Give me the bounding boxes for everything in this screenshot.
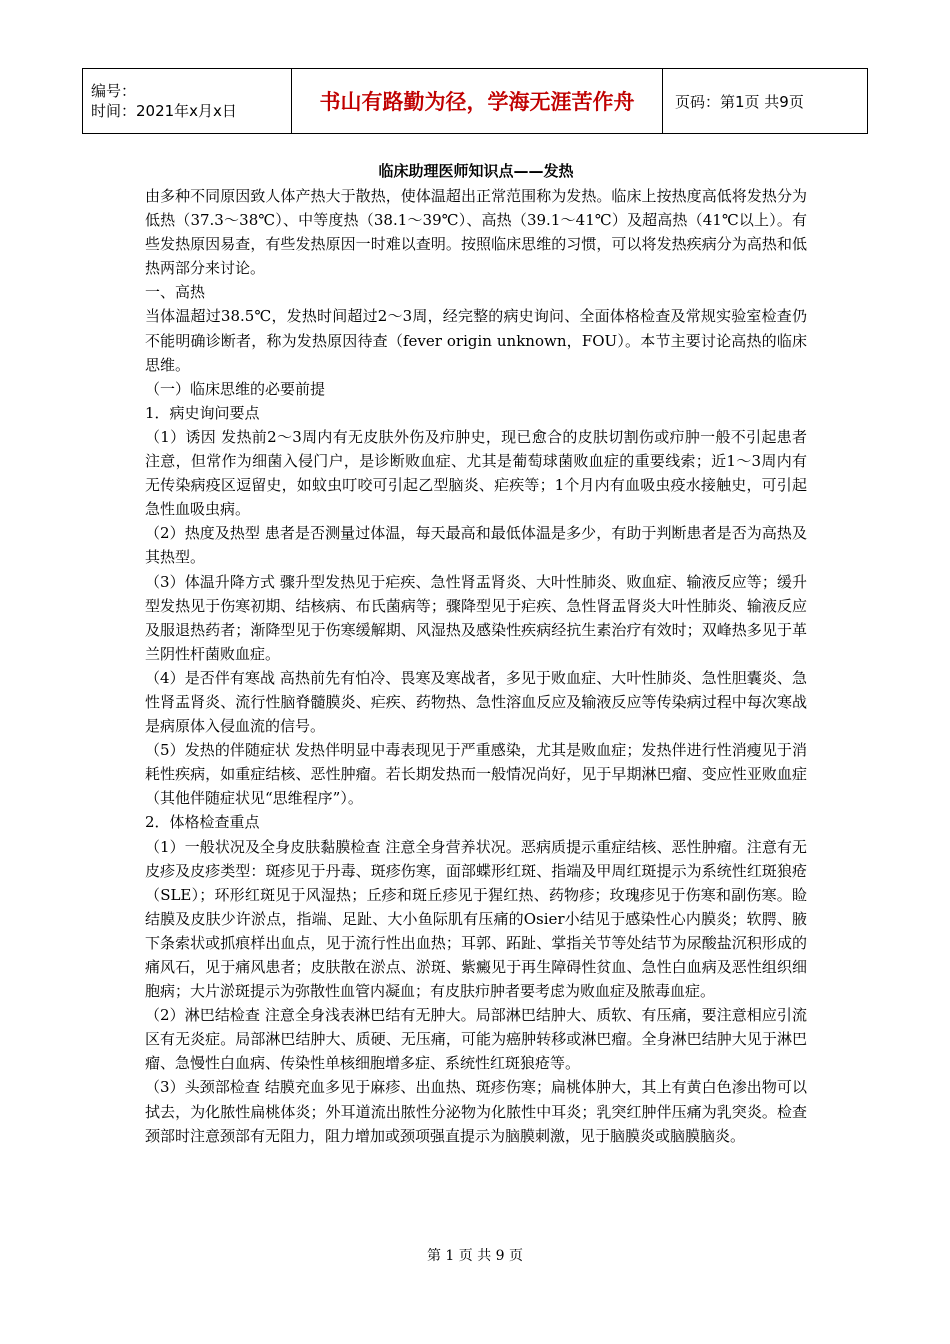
page-footer [0,1245,950,1265]
paragraph: （3）体温升降方式 骤升型发热见于疟疾、急性肾盂肾炎、大叶性肺炎、败血症、输液反应等；缓升型发热见于伤寒初期、结核病、布氏菌病等；骤降型见于疟疾、急性肾盂肾炎大叶性肺炎、输液反应及服退热药者；渐降型见于伤寒缓解期、风湿热及感染性疾病经抗生素治疗有效时；双峰热多见于革兰阴性杆菌败血症。 [145,572,807,663]
page-label: 页码：第1页 共9页 [675,92,804,111]
header-info-cell [83,69,292,134]
footer-page-number: 第 1 页 共 9 页 [426,1248,524,1264]
subsection-heading: 2．体格检查重点 [145,813,260,832]
document-title: 临床助理医师知识点——发热 [378,162,574,180]
time-label: 时间：2021年x月x日 [91,102,237,120]
paragraph: （1）一般状况及全身皮肤黏膜检查 注意全身营养状况。恶病质提示重症结核、恶性肿瘤。注意有无皮疹及皮疹类型：斑疹见于丹毒、斑疹伤寒，面部蝶形红斑、指端及甲周红斑提示为系统性红斑狼疮（SLE）；环形红斑见于风湿热；丘疹和斑丘疹见于猩红热、药物疹；玫瑰疹见于伤寒和副伤寒。睑结膜及皮肤少许淤点，指端、足趾、大小鱼际肌有压痛的Osier小结见于感染性心内膜炎；软腭、腋下条索状或抓痕样出血点，见于流行性出血热；耳郭、跖趾、掌指关节等处结节为尿酸盐沉积形成的痛风石，见于痛风患者；皮肤散在淤点、淤斑、紫癜见于再生障碍性贫血、急性白血病及恶性组织细胞病；大片淤斑提示为弥散性血管内凝血；有皮肤疖肿者要考虑为败血症及脓毒血症。 [145,837,807,1001]
subsection-heading: （一）临床思维的必要前提 [145,379,326,398]
subsection-heading: 1．病史询问要点 [145,403,260,422]
paragraph: （3）头颈部检查 结膜充血多见于麻疹、出血热、斑疹伤寒；扁桃体肿大，其上有黄白色渗出物可以拭去，为化脓性扁桃体炎；外耳道流出脓性分泌物为化脓性中耳炎；乳突红肿伴压痛为乳突炎。检查颈部时注意颈部有无阻力，阻力增加或颈项强直提示为脑膜刺激，见于脑膜炎或脑膜脑炎。 [145,1078,807,1145]
section-heading: 一、高热 [145,283,206,302]
paragraph: （5）发热的伴随症状 发热伴明显中毒表现见于严重感染，尤其是败血症；发热伴进行性消瘦见于消耗性疾病，如重症结核、恶性肿瘤。若长期发热而一般情况尚好，见于早期淋巴瘤、变应性亚败血症（其他伴随症状见“思维程序”）。 [145,741,807,808]
paragraph: （2）淋巴结检查 注意全身浅表淋巴结有无肿大。局部淋巴结肿大、质软、有压痛，要注意相应引流区有无炎症。局部淋巴结肿大、质硬、无压痛，可能为癌肿转移或淋巴瘤。全身淋巴结肿大见于淋巴瘤、急慢性白血病、传染性单核细胞增多症、系统性红斑狼疮等。 [145,1006,807,1073]
paragraph: （1）诱因 发热前2～3周内有无皮肤外伤及疖肿史，现已愈合的皮肤切割伤或疖肿一般不引起患者注意，但常作为细菌入侵门户，是诊断败血症、尤其是葡萄球菌败血症的重要线索；近1～3周内有无传染病疫区逗留史，如蚊虫叮咬可引起乙型脑炎、疟疾等；1个月内有血吸虫疫水接触史，可引起急性血吸虫病。 [145,427,807,519]
motto-cell [292,69,663,134]
paragraph: 由多种不同原因致人体产热大于散热，使体温超出正常范围称为发热。临床上按热度高低将发热分为低热（37.3～38℃）、中等度热（38.1～39℃）、高热（39.1～41℃）及超高热（41℃以上）。有些发热原因易查，有些发热原因一时难以查明。按照临床思维的习惯，可以将发热疾病分为高热和低热两部分来讨论。 [145,187,807,278]
header-table [82,68,868,134]
paragraph: （2）热度及热型 患者是否测量过体温，每天最高和最低体温是多少，有助于判断患者是否为高热及其热型。 [145,524,807,567]
number-label: 编号： [91,82,137,100]
motto-text: 书山有路勤为径，学海无涯苦作舟 [319,90,635,114]
paragraph: 当体温超过38.5℃，发热时间超过2～3周，经完整的病史询问、全面体格检查及常规实验室检查仍不能明确诊断者，称为发热原因待查（fever origin unknown，FOU）。本节主要讨论高热的临床思维。 [145,307,807,374]
page-cell [663,69,868,134]
paragraph: （4）是否伴有寒战 高热前先有怕冷、畏寒及寒战者，多见于败血症、大叶性肺炎、急性胆囊炎、急性肾盂肾炎、流行性脑脊髓膜炎、疟疾、药物热、急性溶血反应及输液反应等传染病过程中每次寒战是病原体入侵血流的信号。 [145,668,807,736]
document-body [145,158,807,1148]
